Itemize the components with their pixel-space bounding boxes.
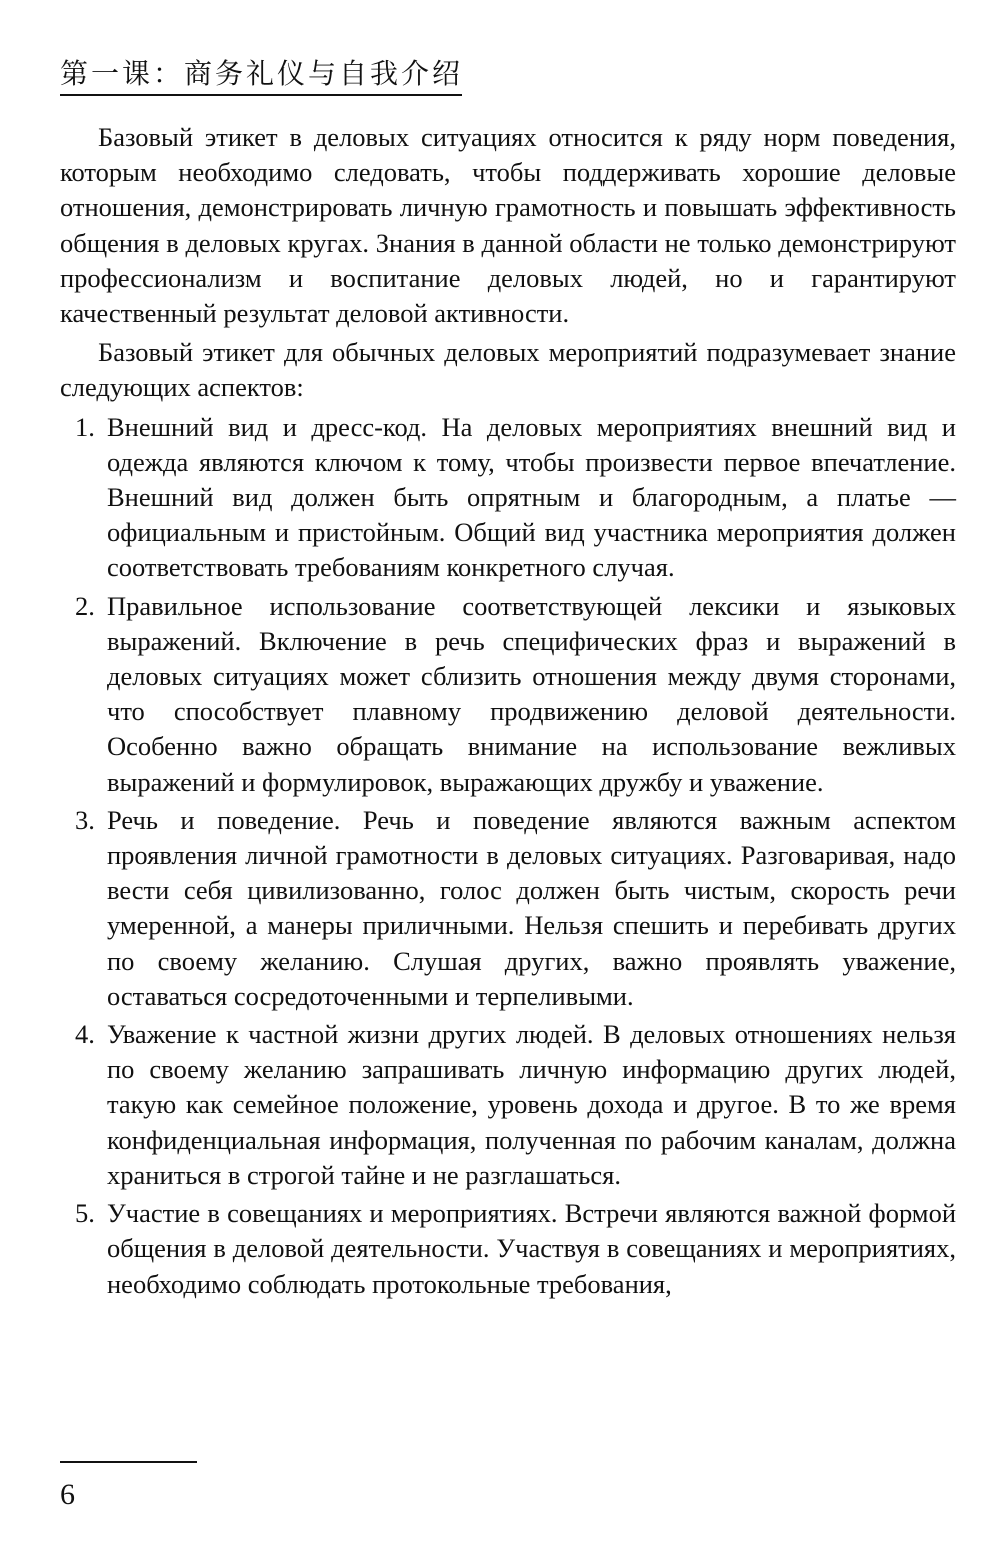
list-item xyxy=(60,589,956,800)
list-item xyxy=(60,1196,956,1302)
footer-divider xyxy=(60,1461,197,1463)
body-paragraph: Базовый этикет в деловых ситуациях относится к ряду норм поведения, которым необходимо следовать, чтобы поддерживать хорошие деловые отношения, демонстрировать личную грамотность и повышать эффективность общения в деловых кругах. Знания в данной области не только демонстрируют профессионализм и воспитание деловых людей, но и гарантируют качественный результат деловой активности. xyxy=(60,122,956,329)
list-item-number: 1. xyxy=(75,411,95,442)
list-item-number: 3. xyxy=(75,804,95,835)
list-item-text: Речь и поведение. Речь и поведение являются важным аспектом проявления личной грамотности в деловых ситуациях. Разговаривая, надо вести себя цивилизованно, голос должен быть чистым, скорость речи умеренной, а манеры приличными. Нельзя спешить и перебивать других по своему желанию. Слушая других, важно проявлять уважение, оставаться сосредоточенными и терпеливыми. xyxy=(107,804,956,1011)
aspects-list xyxy=(60,410,956,1302)
running-header xyxy=(60,44,462,96)
page-body xyxy=(60,120,956,1305)
list-item-text: Правильное использование соответствующей лексики и языковых выражений. Включение в речь специфических фраз и выражений в деловых ситуациях может сблизить отношения между двумя сторонами, что способствует плавному продвижению деловой деятельности. Особенно важно обращать внимание на использование вежливых выражений и формулировок, выражающих дружбу и уважение. xyxy=(107,590,956,797)
list-item-text: Внешний вид и дресс-код. На деловых мероприятиях внешний вид и одежда являются ключом к тому, чтобы произвести первое впечатление. Внешний вид должен быть опрятным и благородным, а платье — официальным и пристойным. Общий вид участника мероприятия должен соответствовать требованиям конкретного случая. xyxy=(107,411,956,583)
list-item-number: 2. xyxy=(75,590,95,621)
list-item xyxy=(60,803,956,1014)
page-number: 6 xyxy=(60,1478,75,1511)
body-paragraph: Базовый этикет для обычных деловых мероприятий подразумевает знание следующих аспектов: xyxy=(60,337,956,403)
list-item-number: 4. xyxy=(75,1019,95,1050)
chapter-title: 第一课：商务礼仪与自我介绍 xyxy=(60,57,464,90)
list-item xyxy=(60,410,956,586)
list-item-text: Участие в совещаниях и мероприятиях. Встречи являются важной формой общения в деловой деятельности. Участвуя в совещаниях и мероприятиях, необходимо соблюдать протокольные требования, xyxy=(107,1198,956,1299)
list-item xyxy=(60,1017,956,1193)
list-item-text: Уважение к частной жизни других людей. В деловых отношениях нельзя по своему желанию запрашивать личную информацию других людей, такую как семейное положение, уровень дохода и другое. В то же время конфиденциальная информация, полученная по рабочим каналам, должна храниться в строгой тайне и не разглашаться. xyxy=(107,1019,956,1190)
list-item-number: 5. xyxy=(75,1198,95,1229)
